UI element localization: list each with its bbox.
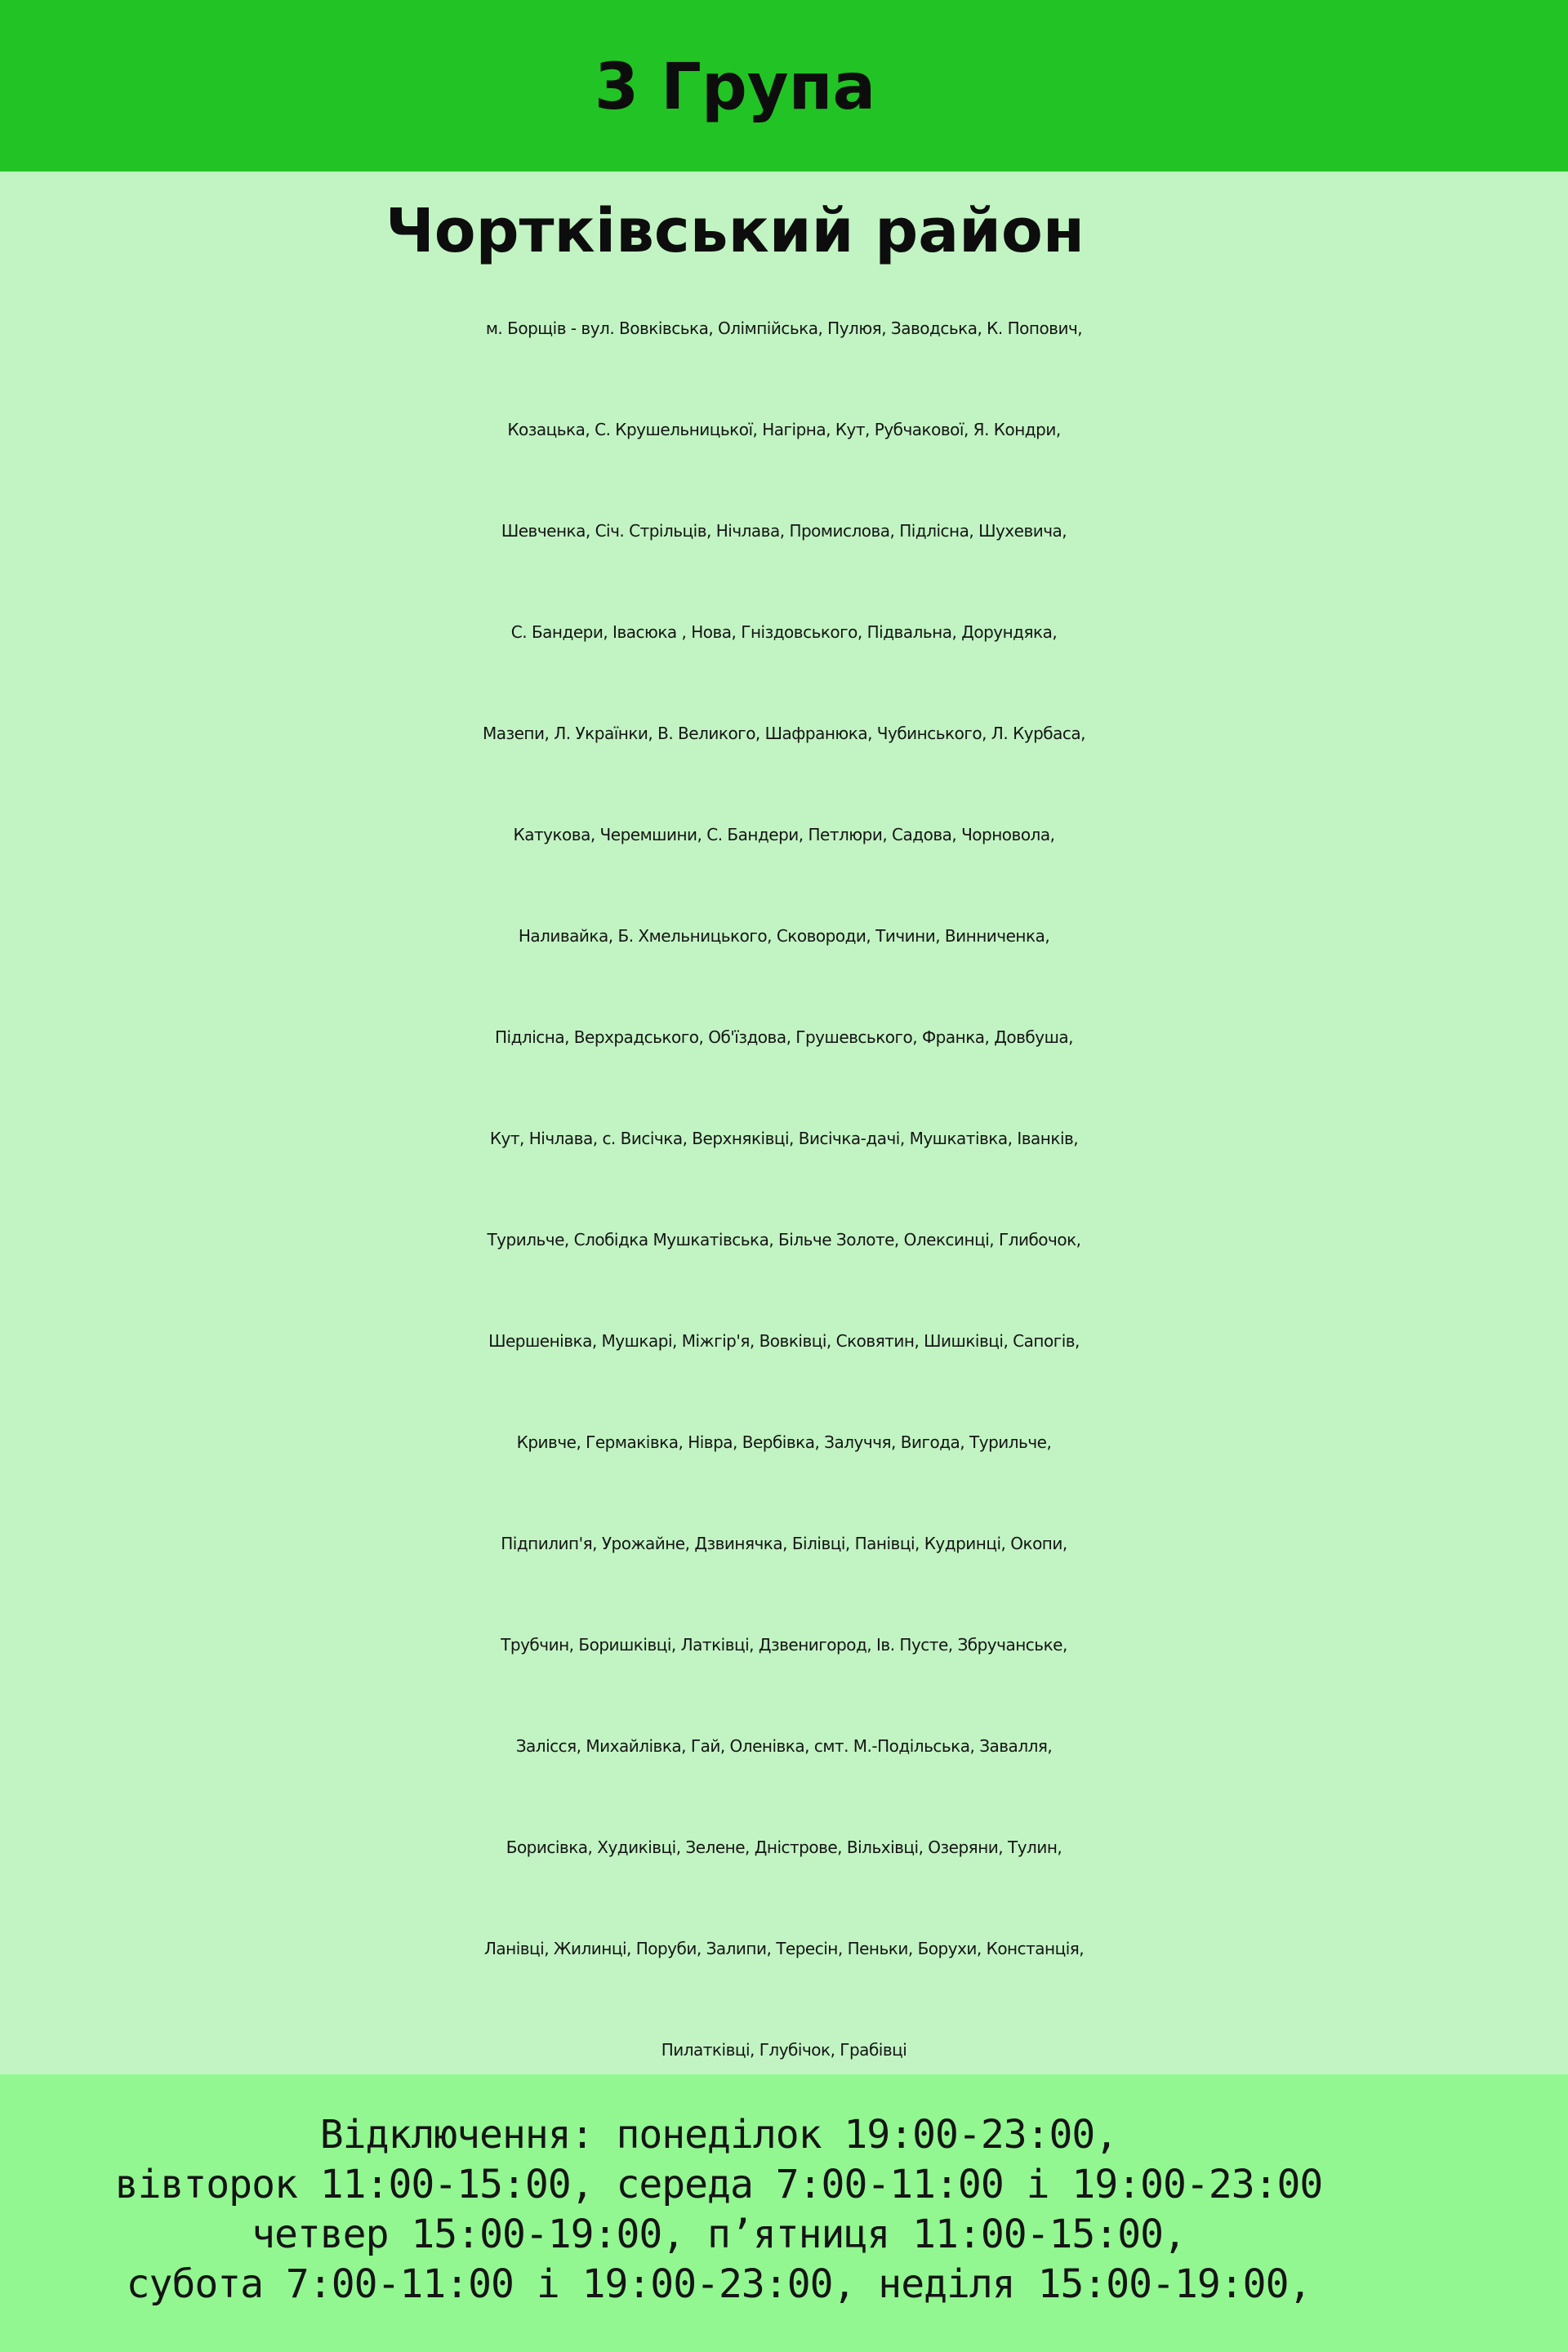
street-list — [0, 278, 1568, 2100]
district-title: Чортківський район — [385, 196, 1085, 266]
street-line: Пилатківці, Глубічок, Грабівці — [661, 2040, 907, 2060]
schedule-line: вівторок 11:00-15:00, середа 7:00-11:00 і 19:00-23:00 — [114, 2162, 1323, 2207]
street-line: Катукова, Черемшини, С. Бандери, Петлюри, Садова, Чорновола, — [513, 825, 1055, 844]
street-line: Шевченка, Січ. Стрільців, Нічлава, Промислова, Підлісна, Шухевича, — [501, 521, 1067, 541]
street-line: Ланівці, Жилинці, Поруби, Залипи, Тересін, Пеньки, Борухи, Констанція, — [483, 1939, 1085, 1958]
district-section — [0, 172, 1568, 2074]
schedule-line: субота 7:00-11:00 і 19:00-23:00, неділя 15:00-19:00, — [126, 2261, 1312, 2307]
street-line: Кривче, Гермаківка, Нівра, Вербівка, Залуччя, Вигода, Турильче, — [516, 1432, 1052, 1452]
schedule-list — [0, 2110, 1437, 2310]
street-line: С. Бандери, Івасюка , Нова, Гніздовського, Підвальна, Дорундяка, — [510, 622, 1058, 642]
street-line: Турильче, Слобідка Мушкатівська, Більче Золоте, Олексинці, Глибочок, — [487, 1230, 1081, 1250]
street-line: Наливайка, Б. Хмельницького, Сковороди, Тичини, Винниченка, — [518, 926, 1050, 946]
street-line: Козацька, С. Крушельницької, Нагірна, Кут, Рубчакової, Я. Кондри, — [507, 420, 1061, 439]
street-line: Залісся, Михайлівка, Гай, Оленівка, смт. М.-Подільська, Завалля, — [515, 1736, 1053, 1756]
group-header — [0, 0, 1568, 172]
street-line: м. Борщів - вул. Вовківська, Олімпійська, Пулюя, Заводська, К. Попович, — [485, 318, 1083, 338]
street-line: Кут, Нічлава, с. Висічка, Верхняківці, Висічка-дачі, Мушкатівка, Іванків, — [489, 1129, 1079, 1148]
outage-schedule — [0, 2074, 1568, 2352]
street-line: Борисівка, Худиківці, Зелене, Дністрове, Вільхівці, Озеряни, Тулин, — [506, 1838, 1062, 1857]
group-title: 3 Група — [594, 51, 876, 124]
street-line: Підлісна, Верхрадського, Об'їздова, Грушевського, Франка, Довбуша, — [495, 1027, 1073, 1047]
schedule-line: Відключення: понеділок 19:00-23:00, — [319, 2112, 1118, 2158]
street-line: Підпилип'я, Урожайне, Дзвинячка, Білівці, Панівці, Кудринці, Окопи, — [501, 1534, 1067, 1553]
street-line: Трубчин, Боришківці, Латківці, Дзвенигород, Ів. Пусте, Збручанське, — [501, 1635, 1067, 1655]
schedule-line: четвер 15:00-19:00, п’ятниця 11:00-15:00, — [252, 2212, 1186, 2257]
street-line: Мазепи, Л. Українки, В. Великого, Шафранюка, Чубинського, Л. Курбаса, — [482, 724, 1085, 743]
street-line: Шершенівка, Мушкарі, Міжгір'я, Вовківці, Сковятин, Шишківці, Сапогів, — [488, 1331, 1080, 1351]
